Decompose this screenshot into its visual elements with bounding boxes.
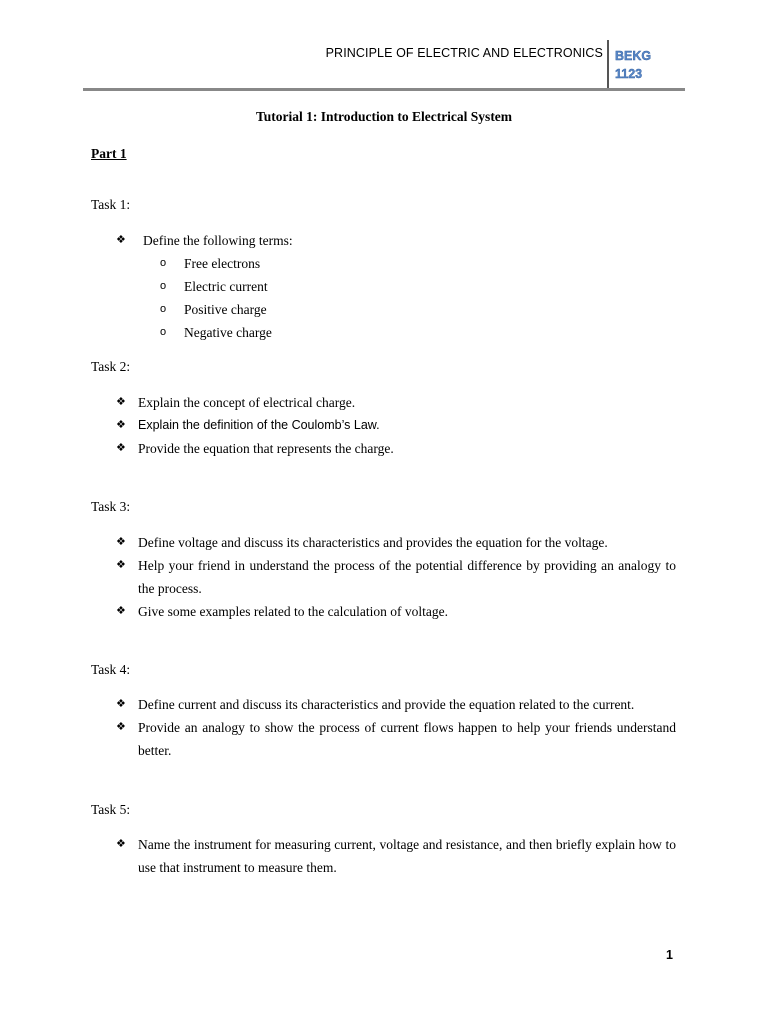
header-title: PRINCIPLE OF ELECTRIC AND ELECTRONICS: [325, 46, 603, 60]
task-4-heading: Task 4:: [91, 662, 131, 677]
diamond-bullet-icon: ❖: [116, 396, 126, 408]
document-title: Tutorial 1: Introduction to Electrical System: [255, 109, 513, 124]
circle-bullet-icon: o: [160, 280, 167, 292]
header-divider: [607, 40, 609, 89]
header-rule: [83, 88, 685, 91]
course-code-number: 1123: [615, 67, 643, 81]
task-2-heading: Task 2:: [91, 359, 131, 374]
task-1-subitem-4: Negative charge: [184, 325, 272, 340]
task-5-item-1: Name the instrument for measuring current, voltage and resistance, and then briefly explain how to use that instrument to measure them.: [138, 837, 676, 875]
task-1-subitem-1: Free electrons: [184, 256, 261, 271]
diamond-bullet-icon: ❖: [116, 419, 126, 431]
task-3-item-1: Define voltage and discuss its characteristics and provides the equation for the voltage.: [138, 535, 608, 550]
diamond-bullet-icon: ❖: [116, 234, 126, 246]
diamond-bullet-icon: ❖: [116, 605, 126, 617]
task-5-heading: Task 5:: [91, 802, 131, 817]
circle-bullet-icon: o: [160, 303, 167, 315]
diamond-bullet-icon: ❖: [116, 536, 126, 548]
diamond-bullet-icon: ❖: [116, 442, 126, 454]
task-3-heading: Task 3:: [91, 499, 131, 514]
task-2-item-2: Explain the definition of the Coulomb’s Law.: [138, 418, 380, 432]
task-1-heading: Task 1:: [91, 197, 131, 212]
task-2-item-3: Provide the equation that represents the charge.: [138, 441, 394, 456]
diamond-bullet-icon: ❖: [116, 838, 126, 850]
task-1-subitem-3: Positive charge: [184, 302, 267, 317]
diamond-bullet-icon: ❖: [116, 559, 126, 571]
course-code: [615, 47, 651, 83]
page-number: 1: [666, 948, 673, 962]
task-1-item-1: Define the following terms:: [143, 233, 293, 248]
task-1-subitem-2: Electric current: [184, 279, 268, 294]
diamond-bullet-icon: ❖: [116, 698, 126, 710]
diamond-bullet-icon: ❖: [116, 721, 126, 733]
task-3-item-2: Help your friend in understand the process of the potential difference by providing an analogy to the process.: [138, 558, 676, 596]
part-heading: Part 1: [91, 146, 127, 161]
task-4-item-2: Provide an analogy to show the process of current flows happen to help your friends understand better.: [138, 720, 676, 758]
task-4-item-1: Define current and discuss its characteristics and provide the equation related to the current.: [138, 697, 635, 712]
circle-bullet-icon: o: [160, 326, 167, 338]
circle-bullet-icon: o: [160, 257, 167, 269]
task-2-item-1: Explain the concept of electrical charge.: [138, 395, 356, 410]
course-code-letters: BEKG: [615, 49, 652, 63]
task-3-item-3: Give some examples related to the calculation of voltage.: [138, 604, 449, 619]
